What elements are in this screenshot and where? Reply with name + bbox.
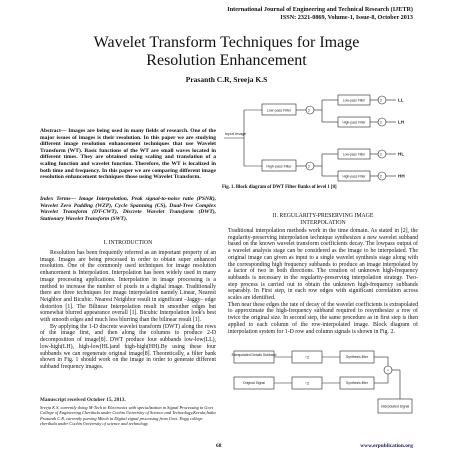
journal-header (227, 6, 413, 21)
section-1-para-2: By applying the 1-D discrete wavelet transform (DWT) along the rows of the image first, and then along the columns to produce 2-D decomposition of image[8]. DWT produce four subbands low-low(LL), low-high(LH), high-low(HL)and high-high(HH).By using these four subbands we can regenerate original image[8]. Theoretically, a filter bank shown in Fig. 1 should work on the image in order to generate different subband frequency images. (40, 323, 216, 370)
section-1-heading: I. INTRODUCTION (103, 240, 153, 246)
extrapolated-details-label: Extrapolated Details Subband (231, 353, 277, 357)
publisher-website: www.erpublication.org (360, 443, 413, 449)
section-2-para-1: Traditional interpolation methods work in the time domain. As stated in [2], the regularity-preserving interpolation technique synthesizes a new wavelet subband based on the known wavelet transform coefficients decay. The lowpass output of a wavelet analysis stage can be considered as the image to be interpolated. The original image can given as input to a single wavelet synthesis stage along with the corresponding high frequency subbands to produce an image interpolated by a factor of two in both directions. The creation of unknown high-frequency subbands is necessary in the regularity-preserving interpolation strategy. Two-step process is carried out to obtain the unknown high-frequency subbands separably. In First step, in each row edges with significant correlation across scales are identified. (228, 228, 418, 302)
svg-text:2: 2 (380, 152, 382, 157)
svg-text:2: 2 (308, 108, 310, 113)
svg-text:2: 2 (380, 174, 382, 179)
svg-text:2: 2 (380, 98, 382, 103)
svg-text:2: 2 (380, 120, 382, 125)
output-lh: LH (398, 119, 405, 125)
stage2-lowpass-label-1: Low-pass Filter (342, 98, 366, 103)
page-number: 68 (216, 443, 222, 449)
svg-text:+: + (386, 367, 390, 373)
stage2-highpass-label-2: High-pass Filter (342, 174, 366, 179)
section-1-para-1: Resolution has been frequently referred as an important property of an image. Images are being processed in order to obtain super enhanced resolution. One of the commonly used techniques for image resolution enhancement is Interpolation. Interpolation has been widely used in many image processing applications. Interpolation in image processing is a method to increase the number of pixels in a digital image. Traditionally there are three techniques for image interpolation namely Linear, Nearest Neighbor and Bicubic. Nearest Neighbor result in significant –Jaggy– edge distortion [1]. The Bilinear Interpolation result in smoother edges but somewhat blurred appearance overall [1]. Bicubic Interpolation look's best with smooth edges and much less blurring than the bilinear result [1]. (40, 250, 216, 324)
section-2-body (228, 228, 418, 335)
figure-1-diagram (222, 92, 414, 184)
paper-authors: Prasanth C.R, Sreeja K.S (185, 75, 268, 84)
figure-2-diagram (230, 347, 416, 427)
output-hh: HH (398, 173, 405, 179)
svg-text:↑2: ↑2 (304, 380, 310, 386)
index-terms: Index Terms— Image Interpolation, Peak signal-to-noise ratio (PSNR), Wavelet Zero Padding (WZP), Cycle Spanning (CS), Dual-Tree Complex Wavelet Transform (DT-CWT), Discrete Wavelet Transform (DWT), Stationary Wavelet Transform (SWT). (40, 196, 216, 222)
footnote-author-2: Prasanth C.R, currently pursing Mtech in Digital signal processing from Govt. Engg college cherthala under Cochin University of science and technology. (40, 415, 203, 427)
synthesis-filter-label-2: Synthesis filter (345, 381, 369, 386)
stage1-highpass-label: High-pass Filter (266, 164, 292, 169)
section-2-heading (228, 213, 418, 227)
svg-text:↑2: ↑2 (304, 354, 310, 360)
journal-name: International Journal of Engineering and Technical Research (IJETR) (227, 6, 413, 13)
paper-title (40, 34, 413, 70)
section-2-heading-line-2: INTERPOLATION (300, 219, 346, 226)
section-2-heading-line-1: II. REGULARITY-PRESERVING IMAGE (272, 213, 374, 219)
input-image-label: Input Image (225, 131, 247, 136)
title-line-1: Wavelet Transform Techniques for Image (93, 34, 360, 51)
section-2-para-2: Then near these edges the rate of decay of the wavelet coefficients is extrapolated to approximate the high-frequency subband required to resynthesize a row of twice the original size. In second step, the same procedure as in first step is then applied to each column of the row-interpolated image. Block diagram of interpolation system for 1-D row and column signals is shown in Fig. 2. (228, 301, 418, 335)
author-footnotes (40, 405, 216, 427)
output-ll: LL (398, 97, 404, 103)
stage2-lowpass-label-2: Low-pass Filter (342, 152, 366, 157)
stage1-lowpass-label: Low-pass Filter (266, 108, 292, 113)
stage2-highpass-label-1: High-pass Filter (342, 120, 366, 125)
figure-1-caption: Fig. 1. Block diagram of DWT Filter Banks of level 1 [8] (222, 185, 337, 190)
title-line-2: Resolution Enhancement (146, 52, 307, 69)
journal-issn: ISSN: 2321-0869, Volume-1, Issue-8, October 2013 (280, 13, 413, 21)
abstract: Abstract— Images are being used in many fields of research. One of the major issues of images is their resolution. In this paper we are studying different image resolution enhancement techniques that use Wavelet Transform (WT). Basic functions of the WT are small waves located in different times. They are obtained using scaling and translation of a scaling function and wavelet function. Therefore, the WT is localized in both time and frequency. In this paper we are comparing different image resolution enhancement techniques those using Wavelet Transform. (40, 128, 216, 181)
output-hl: HL (398, 151, 405, 157)
synthesis-filter-label-1: Synthesis filter (345, 355, 369, 360)
manuscript-received: Manuscript received October 15, 2013. (40, 397, 126, 403)
section-1-body (40, 250, 216, 371)
footnote-author-1: Sreeja K S, currently doing M-Tech in Electronics with specialization in Signal Processing in Govt College of Engineering Cherthala under Cochin University of Science and Technology,Kerala,India (40, 405, 216, 416)
svg-text:2: 2 (308, 164, 310, 169)
original-signal-label: Original Signal (242, 381, 266, 386)
interpolated-signal-label: Interpolated Signal (380, 404, 410, 409)
